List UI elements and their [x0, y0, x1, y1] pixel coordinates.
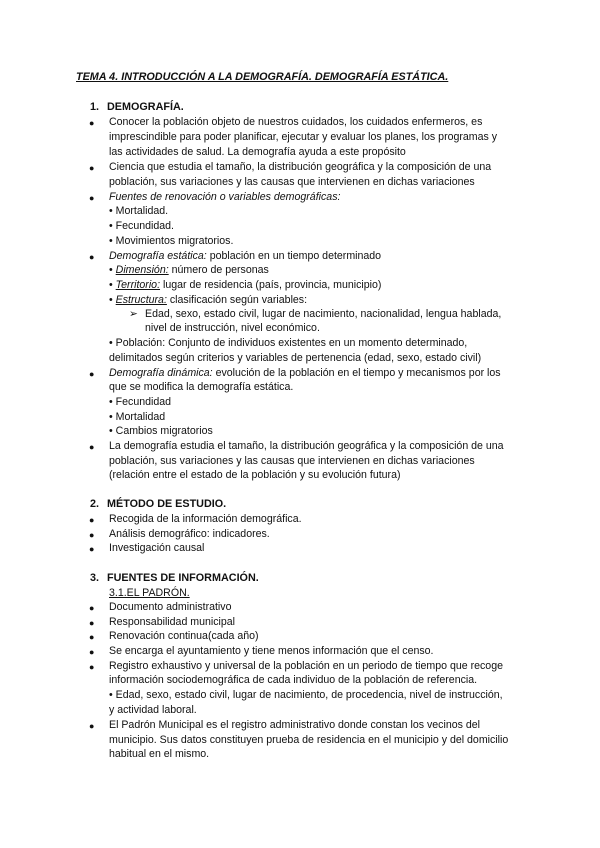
paragraph-line: (relación entre el estado de la población y su evolución futura) [109, 469, 401, 481]
list-item: • Fecundidad. [109, 220, 174, 232]
subsection-title: 3.1.EL PADRÓN. [109, 587, 190, 599]
bullet-icon: ● [89, 369, 95, 379]
paragraph-line: Conocer la población objeto de nuestros cuidados, los cuidados enfermeros, es [109, 116, 483, 128]
arrow-icon: ➢ [129, 308, 138, 320]
paragraph-line: Ciencia que estudia el tamaño, la distribución geográfica y la composición de una [109, 161, 492, 173]
list-item: • Población: Conjunto de individuos existentes en un momento determinado, [109, 337, 468, 349]
bullet-icon: ● [89, 618, 95, 628]
sub-bullet-icon: • [109, 205, 113, 217]
bullet-icon: ● [89, 193, 95, 203]
sub-bullet-icon: • [109, 220, 113, 232]
bullet-icon: ● [89, 163, 95, 173]
list-item: • Territorio: lugar de residencia (país, provincia, municipio) [109, 279, 382, 291]
bullet-icon: ● [89, 603, 95, 613]
paragraph-line: que se modifica la demografía estática. [109, 381, 294, 393]
list-item: Recogida de la información demográfica. [109, 513, 302, 525]
sub-bullet-icon: • [109, 396, 113, 408]
sub-bullet-icon: • [109, 235, 113, 247]
bullet-icon: ● [89, 662, 95, 672]
list-item: • Movimientos migratorios. [109, 235, 234, 247]
bullet-icon: ● [89, 647, 95, 657]
list-item: • Dimensión: número de personas [109, 264, 269, 276]
list-item: • Mortalidad. [109, 205, 169, 217]
sub-bullet-icon: • [109, 425, 113, 437]
bullet-icon: ● [89, 530, 95, 540]
paragraph-line: Demografía dinámica: evolución de la población en el tiempo y mecanismos por los [109, 367, 501, 379]
list-item: Se encarga el ayuntamiento y tiene menos información que el censo. [109, 645, 434, 657]
sub-bullet-icon: • [109, 411, 113, 423]
section-title: DEMOGRAFÍA. [107, 101, 184, 113]
section-title: FUENTES DE INFORMACIÓN. [107, 572, 259, 584]
list-item: Documento administrativo [109, 601, 232, 613]
section-number: 1. [90, 101, 100, 113]
bullet-icon: ● [89, 442, 95, 452]
paragraph-line: Registro exhaustivo y universal de la población en un periodo de tiempo que recoge [109, 660, 503, 672]
paragraph-line: habitual en el mismo. [109, 748, 210, 760]
bullet-icon: ● [89, 252, 95, 262]
paragraph-line: municipio. Sus datos constituyen prueba de residencia en el municipio y del domicilio [109, 734, 509, 746]
sub-bullet-icon: • [109, 337, 113, 349]
sub-bullet-icon: • [109, 279, 113, 291]
paragraph-line: información sociodemográfica de cada individuo de la población de referencia. [109, 674, 478, 686]
paragraph-line: las actividades de salud. La demografía ayuda a este propósito [109, 146, 406, 158]
bullet-icon: ● [89, 118, 95, 128]
paragraph-line: nivel de instrucción, nivel económico. [145, 322, 320, 334]
list-item: Análisis demográfico: indicadores. [109, 528, 270, 540]
paragraph-line: Edad, sexo, estado civil, lugar de nacimiento, nacionalidad, lengua hablada, [145, 308, 502, 320]
paragraph-line: delimitados según criterios y variables de pertenencia (edad, sexo, estado civil) [109, 352, 482, 364]
paragraph-line: La demografía estudia el tamaño, la distribución geográfica y la composición de una [109, 440, 504, 452]
paragraph-line: El Padrón Municipal es el registro administrativo donde constan los vecinos del [109, 719, 480, 731]
list-item: • Estructura: clasificación según variables: [109, 294, 308, 306]
list-item: • Fecundidad [109, 396, 172, 408]
section-number: 3. [90, 572, 100, 584]
sub-bullet-icon: • [109, 264, 113, 276]
list-item: • Cambios migratorios [109, 425, 213, 437]
section-title: MÉTODO DE ESTUDIO. [107, 498, 227, 510]
bullet-icon: ● [89, 721, 95, 731]
paragraph-line: imprescindible para poder planificar, ejecutar y evaluar los planes, los programas y [109, 131, 498, 143]
list-item: Investigación causal [109, 542, 205, 554]
bullet-icon: ● [89, 515, 95, 525]
page-title: TEMA 4. INTRODUCCIÓN A LA DEMOGRAFÍA. DEMOGRAFÍA ESTÁTICA. [76, 71, 449, 83]
list-item: • Mortalidad [109, 411, 166, 423]
sub-bullet-icon: • [109, 689, 113, 701]
bullet-icon: ● [89, 632, 95, 642]
section-number: 2. [90, 498, 100, 510]
paragraph-line: Demografía estática: población en un tiempo determinado [109, 250, 382, 262]
paragraph-line: población, sus variaciones y las causas que intervienen en dichas variaciones [109, 176, 475, 188]
list-item: Renovación continua(cada año) [109, 630, 259, 642]
sub-bullet-icon: • [109, 294, 113, 306]
list-item: Responsabilidad municipal [109, 616, 236, 628]
list-item: • Edad, sexo, estado civil, lugar de nacimiento, de procedencia, nivel de instrucción, [109, 689, 503, 701]
bullet-icon: ● [89, 544, 95, 554]
paragraph-line: población, sus variaciones y las causas que intervienen en dichas variaciones [109, 455, 475, 467]
paragraph-line: y actividad laboral. [109, 704, 197, 716]
list-label: Fuentes de renovación o variables demográficas: [109, 191, 341, 203]
